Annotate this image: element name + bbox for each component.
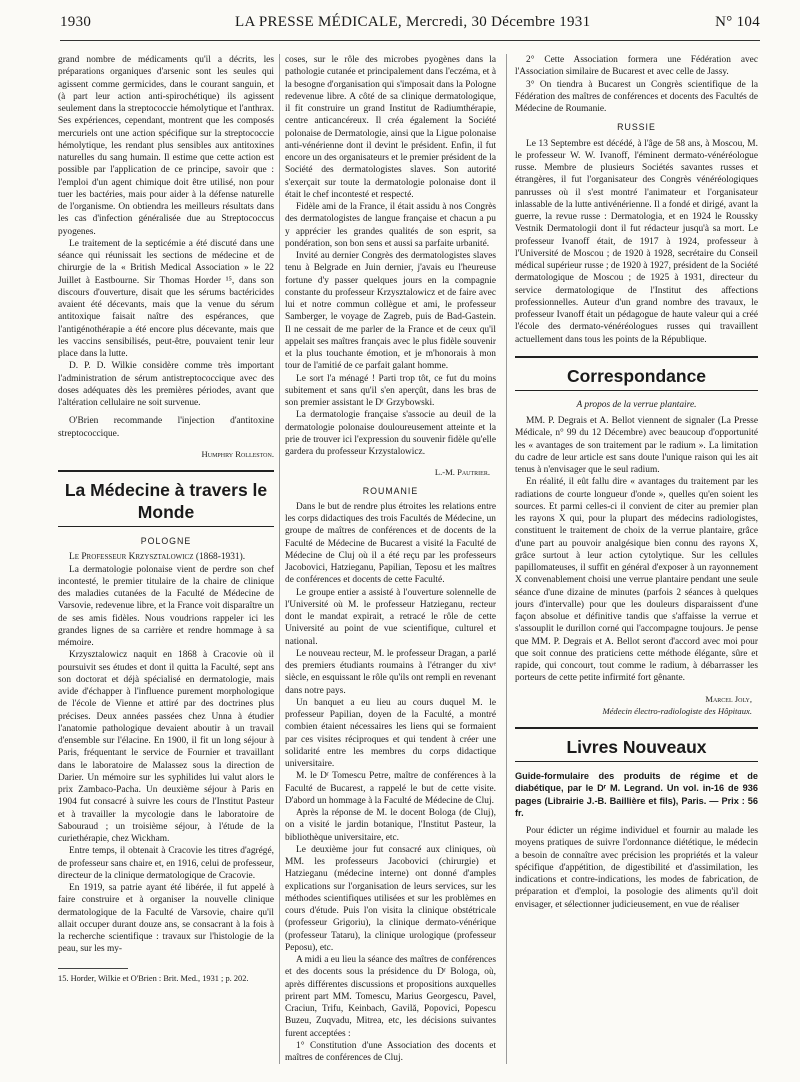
paragraph: Le sort l'a ménagé ! Parti trop tôt, ce fut du moins subitement et sans qu'il s'en aperçût, dans les bras de son premier assistant le Dʳ Grzybowski. bbox=[285, 373, 496, 408]
author-signature: Marcel Joly, bbox=[705, 693, 752, 704]
publication-title: LA PRESSE MÉDICALE, Mercredi, 30 Décembre 1931 bbox=[235, 14, 591, 30]
section-rule bbox=[515, 727, 758, 732]
header-rule bbox=[60, 40, 760, 41]
footnote: 15. Horder, Wilkie et O'Brien : Brit. Med., 1931 ; p. 202. bbox=[58, 973, 249, 983]
column-3 bbox=[515, 54, 758, 911]
author-signature: Humphry Rolleston. bbox=[201, 448, 274, 459]
paragraph: Après la réponse de M. le docent Bologa (de Cluj), on a visité le jardin botanique, l'Institut Pasteur, la bibliothèque universitaire, etc. bbox=[285, 808, 496, 843]
column-1 bbox=[58, 54, 274, 984]
footnote-rule bbox=[58, 968, 128, 969]
paragraph: MM. P. Degrais et A. Bellot viennent de signaler (La Presse Médicale, n° 99 du 12 Décembre) avec beaucoup d'opportunité les « avantages de son traitement par le radium ». La limitation du cadre de leur article est sans doute l'unique raison qui les ait tenus à n'envisager que le seul radium. bbox=[515, 416, 758, 475]
paragraph: Pour édicter un régime individuel et fournir au malade les moyens pratiques de suivre l'ordonnance diététique, le médecin a besoin de connaître avec précision les propriétés et la valeur spécifique d'appétition, de digestibilité et d'assimilation, les indications et contre-indications, les modes de fabrication, de préparation et d'emploi, la posologie des aliments qu'il doit envisager, et sélectionner judicieusement, en vue de réaliser bbox=[515, 826, 758, 910]
paragraph: A midi a eu lieu la séance des maîtres de conférences et des docents sous la présidence du Dʳ Bologa, où, après différentes discussions et propositions auxquelles prirent part MM. Tomescu, Marius Georgescu, Pavel, Craciun, Trifu, Keinbach, Gavilă, Popovici, Popescu Buzeu, Zuqvadu, Mitrea, etc, les décisions suivantes furent acceptées : bbox=[285, 955, 496, 1039]
paragraph: Entre temps, il obtenait à Cracovie les titres d'agrégé, de professeur sans chaire et, en 1916, celui de professeur, directeur de la clinique dermatologique de Cracovie. bbox=[58, 846, 274, 881]
section-rule bbox=[515, 761, 758, 762]
book-reference: Guide-formulaire des produits de régime et de diabétique, par le Dʳ M. Legrand. Un vol. in-16 de 936 pages (Librairie J.-B. Baillière et fils), Paris. — Prix : 56 fr. bbox=[515, 771, 758, 818]
country-heading: RUSSIE bbox=[617, 122, 656, 133]
paragraph: Dans le but de rendre plus étroites les relations entre les corps didactiques des trois Facultés de Médecine, un groupe de maîtres de conférences et de docents de la Faculté de Médecine de Bucarest a visité la Faculté de Médecine de Cluj où il a été reçu par les professeurs Jacobovici, Hatzieganu, Papilian, Teposu et les maîtres de conférences et docents de cette Faculté. bbox=[285, 501, 496, 586]
paragraph: Fidèle ami de la France, il était assidu à nos Congrès des dermatologistes de langue française et chacun a pu y apprécier les grandes qualités de son esprit, sa pondération, son bon sens et aussi sa parfaite urbanité. bbox=[285, 202, 496, 249]
paragraph: Krzysztalowicz naquit en 1868 à Cracovie où il poursuivit ses études et dont il quitta la Faculté, sept ans son doctorat et déjà spécialisé en dermatologie, mais avide d'échapper à l'influence purement morphologique de l'école de Vienne et attiré par des doctrines plus précises. Deux années passées chez Unna à étudier l'anatomie pathologique devaient aboutir à un travail d'ensemble sur l'élacine. En 1900, il fit un long séjour à Paris, fréquentant le service de Fournier et travaillant dans le laboratoire de Malassez sous la direction de Darier. Un mémoire sur les syphilides lui valut alors le prix Zambaco-Pacha. Un deuxième séjour à Paris en 1904 fut consacré à suivre les cours de l'Institut Pasteur et à travailler la mycologie dans le laboratoire de Sabouraud ; un troisième séjour, à l'étude de la curiethérapie, chez Wickham. bbox=[58, 650, 274, 844]
paragraph: coses, sur le rôle des microbes pyogènes dans la pathologie cutanée et principalement dans l'eczéma, et à la besogne d'organisation qui s'imposait dans la Pologne redevenue libre. A côté de sa clinique dermatologique, il fit construire un grand Institut de Radiumthérapie, centre anticancéreux. Il créa également la Société polonaise de Dermatologie, ainsi que la Ligue polonaise anti-vénérienne dont il devint le président. Enfin, il fut encore un des organisateurs et le premier président de la Société des dermatologistes slaves. Son autorité s'exerçait sur toute la dermatologie polonaise dont il était le chef incontesté et respecté. bbox=[285, 55, 496, 200]
paragraph: O'Brien recommande l'injection d'antitoxine streptococcique. bbox=[58, 416, 274, 439]
section-title: Correspondance bbox=[566, 365, 707, 386]
author-title: Médecin électro-radiologiste des Hôpitaux. bbox=[602, 705, 752, 716]
page-header bbox=[60, 10, 760, 36]
column-2 bbox=[285, 54, 496, 1064]
paragraph: grand nombre de médicaments qu'il a décrits, les préparations organiques d'arsenic sont les seules qui agissent comme germicides, dans le courant sanguin, et (à part leur action anti-spirochétique) ils agissent seulement dans la streptococcie hémolytique et l'anthrax. Ses expériences, cependant, montrent que les composés mercuriels ont une action spécifique sur la streptococcie hémolytique, les rendant plus sensibles aux antitoxines naturelles du sang humain. Il estime que cette action est possible par l'application de ce principe, savoir que : l'emploi d'un agent chimique doit être utilisé, non pour tuer les bactéries, mais pour aider à la défense naturelle de l'organisme. On obtiendra les meilleurs résultats dans les cas d'infection généralisée due au Streptococcus pyogenes. bbox=[58, 55, 274, 237]
section-rule bbox=[58, 526, 274, 527]
paragraph: En 1919, sa patrie ayant été libérée, il fut appelé à faire construire et à organiser la nouvelle clinique dermatologique de la Faculté de Varsovie, chaire qu'il allait occuper durant douze ans, se consacrant à la fois à la recherche scientifique : travaux sur l'histologie de la peau, sur les my- bbox=[58, 883, 274, 955]
paragraph: Invité au dernier Congrès des dermatologistes slaves tenu à Belgrade en Juin dernier, j'avais eu l'heureuse fortune d'y passer quelques jours en la compagnie constante du professeur Krzysztalowicz et de faire avec lui et notre commun collègue et ami, le professeur Samberger, le voyage de Zagreb, puis de Bad-Gastein. Il ne cessait de me parler de la France et de ceux qu'il appelait ses maîtres français avec le plus fidèle souvenir et la plus touchante émotion, et je m'honorais à mon tour de l'amitié de ce parfait galant homme. bbox=[285, 251, 496, 372]
page-number: 1930 bbox=[60, 14, 92, 30]
paragraph: La dermatologie française s'associe au deuil de la dermatologie polonaise douloureusement atteinte et la prie de trouver ici l'expression du souvenir fidèle qu'elle gardera du professeur Krzystalowicz. bbox=[285, 410, 496, 457]
article-subtitle: A propos de la verrue plantaire. bbox=[576, 399, 697, 410]
paragraph: Le 13 Septembre est décédé, à l'âge de 58 ans, à Moscou, M. le professeur W. W. Ivanoff, l'éminent dermato-vénéréologue russe. Membre de plusieurs Sociétés savantes russes et étrangères, il fut l'organisateur des Congrès vénéréologiques panrusses où il s'est montré l'animateur et l'organisateur inlassable de la lutte antivénérienne. Il a fondé et dirigé, avant la guerre, la revue russe : Dermatologia, et en 1924 le Roussky Vestnik Dermatologii dont il fut rédacteur jusqu'à sa mort. Le professeur Ivanoff était, de 1917 à 1924, professeur à l'Université de Moscou ; de 1920 à 1928, secrétaire du Conseil médical supérieur russe ; de 1920 à 1927, président de la Société dermatologique de Moscou ; de 1925 à 1931, directeur du service dermatologique de l'Institut des affections professionnelles. Auteur d'un grand nombre des travaux, le professeur Ivanoff était un pédagogue de haute valeur qui a créé l'école des dermato-vénéréologues russes qui travaillent actuellement dans tous les points de la République. bbox=[515, 138, 758, 345]
section-title: La Médecine à travers le Monde bbox=[64, 480, 268, 522]
section-title: Livres Nouveaux bbox=[566, 737, 707, 757]
article-heading: Le Professeur Krzysztalowicz (1868-1931). bbox=[69, 552, 246, 563]
country-heading: ROUMANIE bbox=[362, 485, 419, 496]
section-rule bbox=[58, 470, 274, 475]
column-divider bbox=[279, 54, 280, 1064]
paragraph: Un banquet a eu lieu au cours duquel M. le professeur Papilian, doyen de la Faculté, a montré combien étaient nécessaires les liens qui se formaient par ces visites réciproques et qui tendent à créer une solidarité entre les membres du corps didactique universitaire. bbox=[285, 697, 496, 769]
paragraph: Le groupe entier a assisté à l'ouverture solennelle de l'Université où M. le professeur Hatzieganu, recteur dont le mandat expirait, a retracé le rôle de cette Université au point de vue scientifique, culturel et national. bbox=[285, 587, 496, 647]
paragraph: 1° Constitution d'une Association des docents et maîtres de conférences de Cluj. bbox=[285, 1040, 496, 1063]
paragraph: D. P. D. Wilkie considère comme très important l'administration de sérum antistreptococcique avec des doses adéquates dès les premières périodes, avant que l'altération cellulaire ne soit survenue. bbox=[58, 361, 274, 408]
paragraph: 2° Cette Association formera une Fédération avec l'Association similaire de Bucarest et avec celle de Jassy. bbox=[515, 55, 758, 78]
paragraph: Le nouveau recteur, M. le professeur Dragan, a parlé des premiers étudiants roumains à l'étranger du xivᵉ siècle, en esquissant le rôle qu'ils ont rempli en revenant dans notre pays. bbox=[285, 648, 496, 696]
section-rule bbox=[515, 356, 758, 361]
country-heading: POLOGNE bbox=[140, 536, 192, 546]
paragraph: En réalité, il eût fallu dire « avantages du traitement par les radiations de courte longueur d'onde », quelles qu'en soient les sources. Et parmi celles-ci il convient de citer au premier plan les rayons X qui, pour la plupart des médecins radiologistes, constituent le traitement de choix de la verrue plantaire, grâce d'une part au pouvoir analgésique bien connu des rayons X, grâce surtout à leur action cytolytique. Sur les cellules papillomateuses, il suffit en général d'exposer à un rayonnement X convenablement choisi une verrue plantaire pendant une seule séance d'une dizaine de minutes (parfois 2 séances à quelques jours d'intervalle) pour que les douleurs disparaissent d'une façon absolue et définitive tandis que s'affaisse la verrue et s'assouplit le durillon corné qui l'accompagne toujours. Je pense que MM. P. Degrais et A. Bellot seront d'accord avec moi pour que soit connue des praticiens cette méthode élégante, sûre et rapide, qui concourt, tout comme le radium, à débarrasser les porteurs de cette petite infirmité fort gênante. bbox=[515, 477, 758, 684]
issue-number: N° 104 bbox=[715, 14, 760, 30]
paragraph: 3° On tiendra à Bucarest un Congrès scientifique de la Fédération des maîtres de conférences et docents des Facultés de Médecine de Roumanie. bbox=[515, 79, 758, 114]
paragraph: La dermatologie polonaise vient de perdre son chef incontesté, le premier titulaire de la chaire de clinique des maladies cutanées de la Faculté de Médecine de Varsovie, redevenue libre, et la France voit disparaître un de ses amis fidèles. Nous voudrions rappeler ici les grandes lignes de sa carrière et rendre hommage à sa mémoire. bbox=[58, 564, 274, 648]
column-divider bbox=[506, 54, 507, 1064]
paragraph: Le deuxième jour fut consacré aux cliniques, où MM. les professeurs Jacobovici (chirurgie) et Hatzieganu (médecine interne) ont donné d'amples explications sur l'organisation de leurs services, sur les méthodes scientifiques utilisées et sur les problèmes en cours d'étude. Puis l'on visita la clinique obstétricale (professeur Grigoriu), la clinique dermato-vénérique (professeur Tataru), la clinique urologique (professeur Peposu), etc. bbox=[285, 844, 496, 953]
author-signature: L.-M. Pautrier. bbox=[434, 467, 490, 478]
paragraph: M. le Dʳ Tomescu Petre, maître de conférences à la Faculté de Bucarest, a rappelé le but de cette visite. D'abord un hommage à la Faculté de Médecine de Cluj. bbox=[285, 771, 496, 806]
section-rule bbox=[515, 390, 758, 391]
paragraph: Le traitement de la septicémie a été discuté dans une séance qui réunissait les sections de médecine et de chirurgie de la « British Medical Association » le 22 Juillet à Eastbourne. Sir Thomas Horder ¹⁵, dans son discours d'ouverture, disait que les sérums bactéricides avaient été décevants, mais que la venue du sérum antitoxique faisait naître des espérances, que l'antigénothérapie a été encore plus décevante, mais que les vaccins sensibilisés, peut-être, pouvaient tenir leur place dans la lutte. bbox=[58, 238, 274, 359]
